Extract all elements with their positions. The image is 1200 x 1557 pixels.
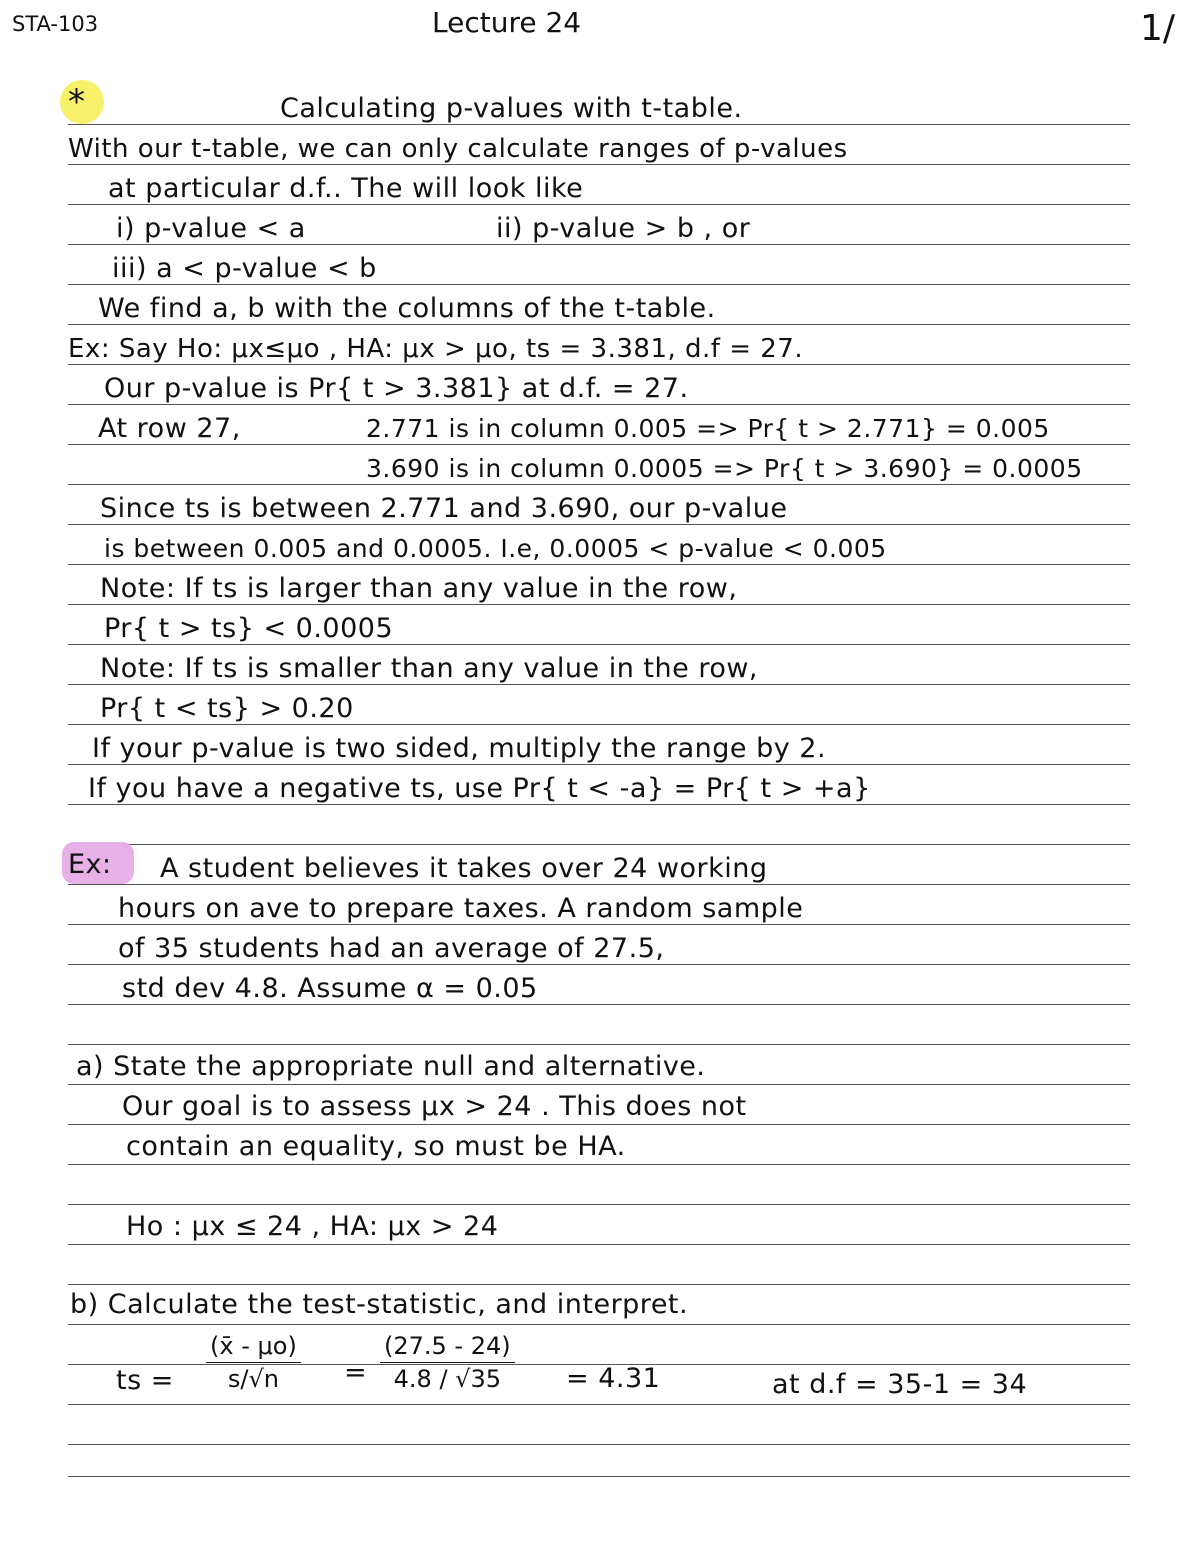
rule-line — [68, 1244, 1130, 1245]
part-a-line: contain an equality, so must be HA. — [126, 1131, 626, 1162]
ts-formula-denominator: s/√n — [227, 1365, 279, 1393]
note-line: Pr{ t > ts} < 0.0005 — [104, 613, 394, 644]
rule-line — [68, 604, 1130, 605]
rule-line — [68, 964, 1130, 965]
note-line: iii) a < p-value < b — [112, 253, 377, 284]
lecture-title: Lecture 24 — [432, 6, 582, 39]
rule-line — [68, 1404, 1130, 1405]
rule-line — [68, 1284, 1130, 1285]
part-a-heading: a) State the appropriate null and alternative. — [76, 1051, 706, 1082]
ts-formula-numerator: (x̄ - μo) — [206, 1332, 301, 1363]
note-line: Since ts is between 2.771 and 3.690, our p-value — [100, 493, 788, 524]
rule-line — [68, 1084, 1130, 1085]
problem-line: hours on ave to prepare taxes. A random sample — [118, 893, 804, 924]
rule-line — [68, 1444, 1130, 1445]
note-line: With our t-table, we can only calculate ranges of p-values — [68, 134, 848, 164]
rule-line — [68, 884, 1130, 885]
note-line: at particular d.f.. The will look like — [108, 173, 584, 204]
ts-formula-fraction — [206, 1332, 301, 1393]
rule-line — [68, 1324, 1130, 1325]
degrees-of-freedom: at d.f = 35-1 = 34 — [772, 1369, 1028, 1400]
note-line: 3.690 is in column 0.0005 => Pr{ t > 3.690} = 0.0005 — [366, 454, 1083, 483]
rule-line — [68, 1004, 1130, 1005]
rule-line — [68, 204, 1130, 205]
rule-line — [68, 764, 1130, 765]
rule-line — [68, 1124, 1130, 1125]
note-line: We find a, b with the columns of the t-table. — [98, 293, 716, 324]
example-line: Ex: Say Ho: μx≤μo , HA: μx > μo, ts = 3.381, d.f = 27. — [68, 334, 804, 364]
rule-line — [68, 364, 1130, 365]
note-line: is between 0.005 and 0.0005. I.e, 0.0005 < p-value < 0.005 — [104, 534, 887, 563]
rule-line — [68, 644, 1130, 645]
rule-line — [68, 124, 1130, 125]
note-line: ii) p-value > b , or — [496, 213, 751, 244]
note-line: If your p-value is two sided, multiply the range by 2. — [92, 733, 827, 764]
rule-line — [68, 924, 1130, 925]
rule-line — [68, 1204, 1130, 1205]
ts-value-numerator: (27.5 - 24) — [380, 1332, 515, 1363]
rule-line — [68, 564, 1130, 565]
problem-line: of 35 students had an average of 27.5, — [118, 933, 665, 964]
note-line: Our p-value is Pr{ t > 3.381} at d.f. = 27. — [104, 373, 689, 404]
rule-line — [68, 1164, 1130, 1165]
part-b-heading: b) Calculate the test-statistic, and interpret. — [70, 1289, 689, 1320]
hypotheses-line: Ho : μx ≤ 24 , HA: μx > 24 — [126, 1211, 499, 1242]
rule-line — [68, 1044, 1130, 1045]
ts-value-denominator: 4.8 / √35 — [393, 1365, 501, 1393]
note-line: If you have a negative ts, use Pr{ t < -a} = Pr{ t > +a} — [88, 773, 871, 804]
star-icon: * — [68, 82, 85, 122]
problem-line: std dev 4.8. Assume α = 0.05 — [122, 973, 538, 1004]
rule-line — [68, 1476, 1130, 1477]
note-line: Note: If ts is smaller than any value in the row, — [100, 653, 759, 684]
note-line: Pr{ t < ts} > 0.20 — [100, 693, 354, 724]
rule-line — [68, 524, 1130, 525]
rule-line — [68, 284, 1130, 285]
note-line: At row 27, — [98, 413, 241, 444]
rule-line — [68, 444, 1130, 445]
rule-line — [68, 844, 1130, 845]
note-line: i) p-value < a — [116, 213, 306, 244]
section-title: Calculating p-values with t-table. — [280, 93, 743, 124]
rule-line — [68, 804, 1130, 805]
rule-line — [68, 404, 1130, 405]
ts-label: ts = — [116, 1365, 174, 1396]
example-label: Ex: — [68, 849, 112, 880]
ts-value-fraction — [380, 1332, 515, 1393]
course-code: STA-103 — [12, 12, 99, 36]
equals-sign: = — [344, 1357, 368, 1388]
part-a-line: Our goal is to assess μx > 24 . This does not — [122, 1091, 747, 1122]
rule-line — [68, 164, 1130, 165]
rule-line — [68, 684, 1130, 685]
rule-line — [68, 724, 1130, 725]
problem-line: A student believes it takes over 24 working — [160, 853, 768, 884]
rule-line — [68, 244, 1130, 245]
rule-line — [68, 484, 1130, 485]
ts-result: = 4.31 — [566, 1363, 661, 1394]
note-line: Note: If ts is larger than any value in the row, — [100, 573, 738, 604]
rule-line — [68, 324, 1130, 325]
note-line: 2.771 is in column 0.005 => Pr{ t > 2.771} = 0.005 — [366, 414, 1050, 443]
page-number: 1/ — [1140, 8, 1176, 49]
